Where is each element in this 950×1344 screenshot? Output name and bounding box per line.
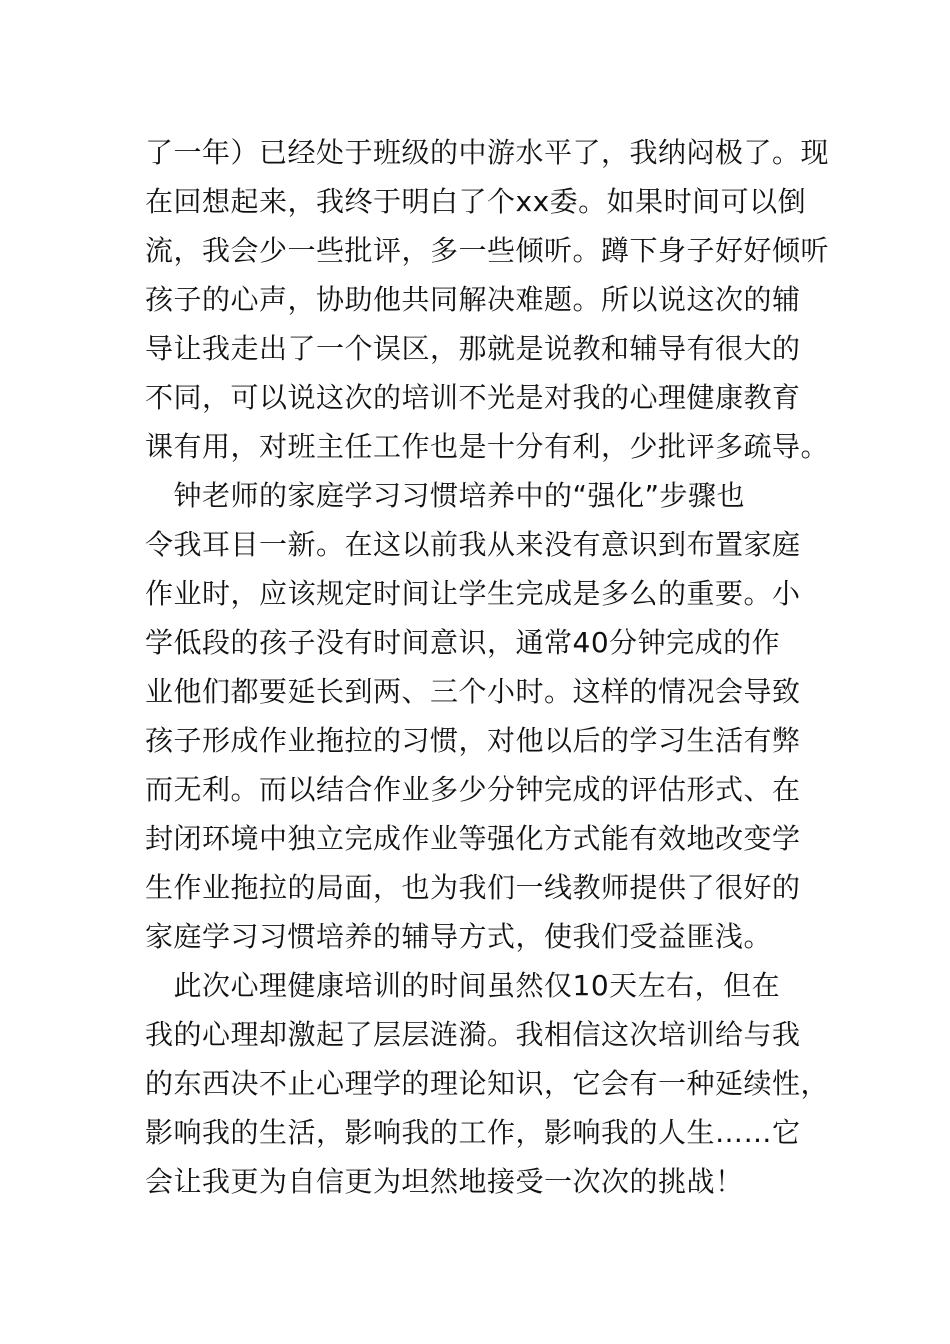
text-line: 在回想起来，我终于明白了个xx委。如果时间可以倒 <box>145 185 807 218</box>
body-text <box>145 128 830 1206</box>
text-line: 钟老师的家庭学习习惯培养中的“强化”步骤也 <box>145 479 746 512</box>
text-line: 家庭学习习惯培养的辅导方式，使我们受益匪浅。 <box>145 920 773 953</box>
text-line: 导让我走出了一个误区，那就是说教和辅导有很大的 <box>145 332 801 365</box>
text-line: 而无利。而以结合作业多少分钟完成的评估形式、在 <box>145 773 801 806</box>
text-line: 生作业拖拉的局面，也为我们一线教师提供了很好的 <box>145 871 801 904</box>
text-line: 业他们都要延长到两、三个小时。这样的情况会导致 <box>145 675 801 708</box>
text-line: 孩子形成作业拖拉的习惯，对他以后的学习生活有弊 <box>145 724 801 757</box>
text-line: 学低段的孩子没有时间意识，通常40分钟完成的作 <box>145 626 781 659</box>
text-line: 不同，可以说这次的培训不光是对我的心理健康教育 <box>145 381 801 414</box>
text-line: 作业时，应该规定时间让学生完成是多么的重要。小 <box>145 577 801 610</box>
text-line: 会让我更为自信更为坦然地接受一次次的挑战！ <box>145 1165 744 1198</box>
text-line: 的东西决不止心理学的理论知识，它会有一种延续性， <box>145 1067 830 1100</box>
text-line: 了一年）已经处于班级的中游水平了，我纳闷极了。现 <box>145 136 830 169</box>
text-line: 孩子的心声，协助他共同解决难题。所以说这次的辅 <box>145 283 801 316</box>
text-line: 我的心理却激起了层层涟漪。我相信这次培训给与我 <box>145 1018 801 1051</box>
text-line: 封闭环境中独立完成作业等强化方式能有效地改变学 <box>145 822 801 855</box>
text-line: 流，我会少一些批评，多一些倾听。蹲下身子好好倾听 <box>145 234 830 267</box>
text-line: 令我耳目一新。在这以前我从来没有意识到布置家庭 <box>145 528 801 561</box>
text-line: 课有用，对班主任工作也是十分有利，少批评多疏导。 <box>145 430 830 463</box>
text-line: 此次心理健康培训的时间虽然仅10天左右，但在 <box>145 969 781 1002</box>
text-line: 影响我的生活，影响我的工作，影响我的人生……它 <box>145 1116 801 1149</box>
